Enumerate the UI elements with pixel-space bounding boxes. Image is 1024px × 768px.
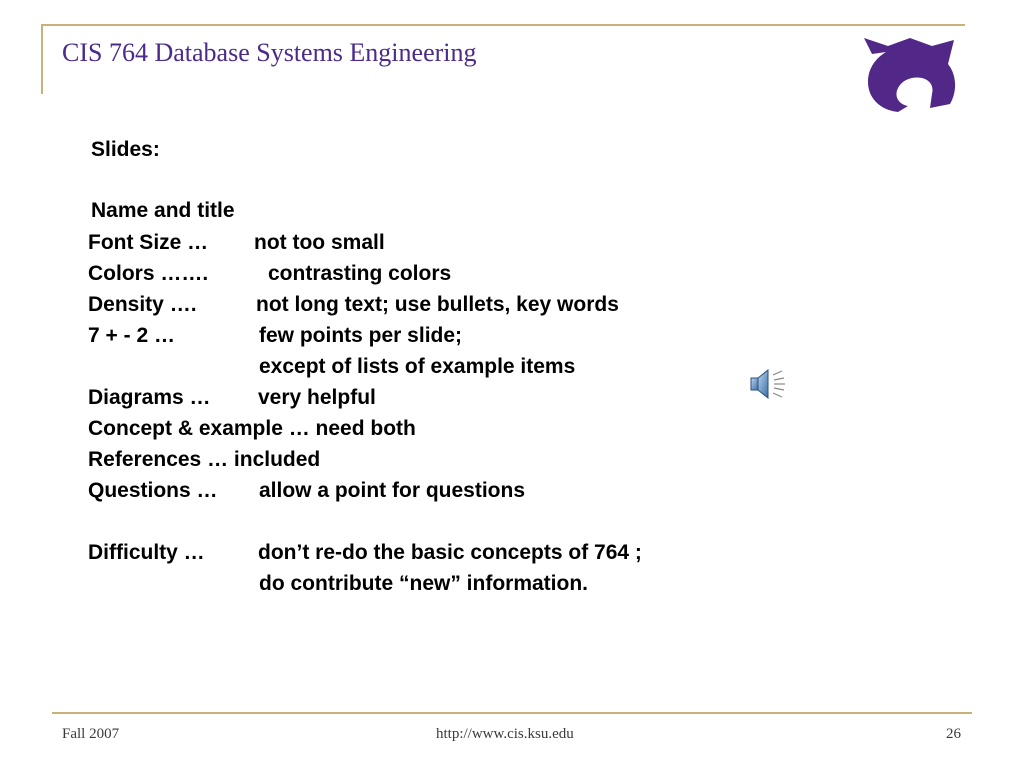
item-value: very helpful	[258, 386, 376, 409]
list-item	[88, 568, 768, 599]
item-value: not long text; use bullets, key words	[256, 293, 619, 316]
item-value: do contribute “new” information.	[259, 572, 588, 595]
name-and-title-heading: Name and title	[91, 199, 235, 222]
slide-title: CIS 764 Database Systems Engineering	[62, 38, 477, 67]
list-item	[88, 382, 768, 413]
item-label: Difficulty …	[88, 541, 205, 564]
item-value: few points per slide;	[259, 324, 463, 347]
item-value: contrasting colors	[268, 262, 452, 285]
slide-body	[88, 227, 768, 599]
list-item	[88, 258, 768, 289]
item-label: Questions …	[88, 479, 218, 502]
item-value: except of lists of example items	[259, 355, 576, 378]
list-item	[88, 475, 768, 506]
left-divider	[41, 24, 43, 94]
list-item	[88, 537, 768, 568]
bottom-divider	[52, 712, 972, 714]
footer-date: Fall 2007	[62, 726, 120, 742]
item-value: allow a point for questions	[259, 479, 526, 502]
slides-heading: Slides:	[91, 138, 160, 161]
item-label: Density ….	[88, 293, 197, 316]
item-value: don’t re-do the basic concepts of 764 ;	[258, 541, 642, 564]
list-item	[88, 227, 768, 258]
item-label: Font Size …	[88, 231, 209, 254]
speaker-icon[interactable]	[748, 366, 788, 402]
top-divider	[41, 24, 965, 26]
item-label: Diagrams …	[88, 386, 211, 409]
item-value: not too small	[254, 231, 385, 254]
item-label: References … included	[88, 448, 321, 471]
list-item	[88, 351, 768, 382]
list-item	[88, 289, 768, 320]
item-label: 7 + - 2 …	[88, 324, 175, 347]
list-item	[88, 413, 768, 444]
slide-number: 26	[946, 726, 961, 742]
item-label: Colors …….	[88, 262, 209, 285]
spacer	[88, 506, 768, 537]
footer-url[interactable]: http://www.cis.ksu.edu	[436, 726, 574, 742]
list-item	[88, 320, 768, 351]
ksu-wildcat-logo-icon	[858, 34, 966, 114]
list-item	[88, 444, 768, 475]
item-label: Concept & example … need both	[88, 417, 416, 440]
